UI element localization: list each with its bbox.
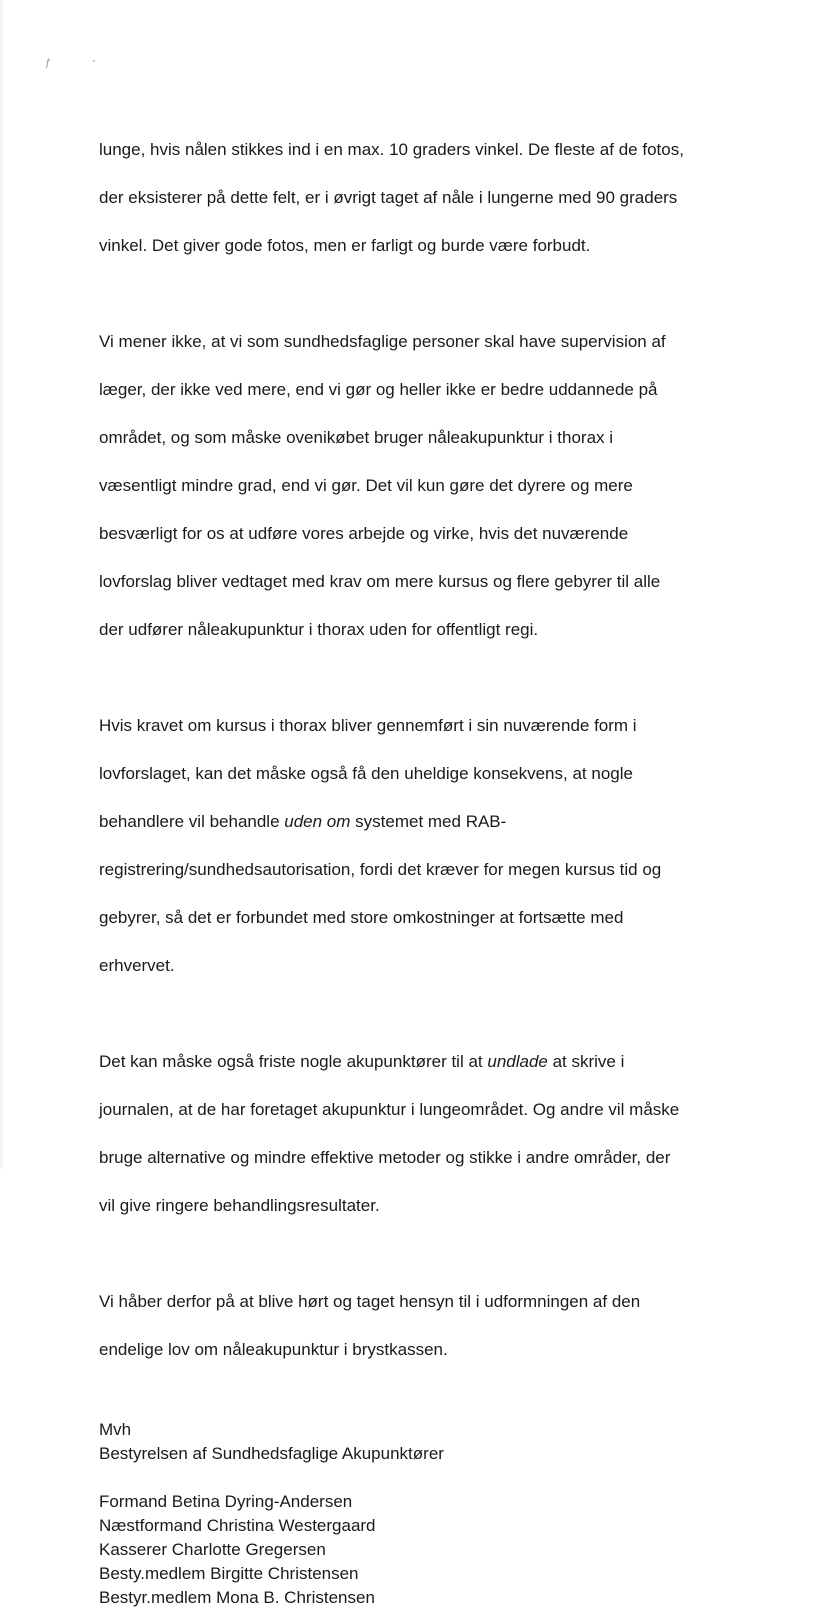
text-segment: behandlere vil behandle xyxy=(99,812,285,831)
text-line: vil give ringere behandlingsresultater. xyxy=(99,1196,380,1215)
text-segment: at skrive i xyxy=(547,1052,625,1071)
signatory-chair: Formand Betina Dyring-Andersen xyxy=(99,1492,353,1511)
text-line: vinkel. Det giver gode fotos, men er farligt og burde være forbudt. xyxy=(99,236,591,255)
text-line: der eksisterer på dette felt, er i øvrigt taget af nåle i lungerne med 90 graders xyxy=(99,188,678,207)
text-line: journalen, at de har foretaget akupunktur i lungeområdet. Og andre vil måske xyxy=(99,1100,680,1119)
text-line: læger, der ikke ved mere, end vi gør og heller ikke er bedre uddannede på xyxy=(99,380,658,399)
paragraph-journal xyxy=(99,1026,729,1242)
text-line-with-emphasis xyxy=(99,1050,729,1074)
paragraph-course-requirement xyxy=(99,690,729,1002)
text-line: bruge alternative og mindre effektive metoder og stikke i andre områder, der xyxy=(99,1148,671,1167)
scan-edge-shadow xyxy=(0,0,6,1169)
text-line: lovforslaget, kan det måske også få den uheldige konsekvens, at nogle xyxy=(99,764,633,783)
text-line: der udfører nåleakupunktur i thorax uden for offentligt regi. xyxy=(99,620,539,639)
emphasized-text: uden om xyxy=(284,812,351,831)
text-line: området, og som måske ovenikøbet bruger nåleakupunktur i thorax i xyxy=(99,428,614,447)
text-line: Vi håber derfor på at blive hørt og taget hensyn til i udformningen af den xyxy=(99,1292,641,1311)
text-line: erhvervet. xyxy=(99,956,175,975)
text-line: Vi mener ikke, at vi som sundhedsfaglige personer skal have supervision af xyxy=(99,332,666,351)
text-line: endelige lov om nåleakupunktur i brystkassen. xyxy=(99,1340,448,1359)
scan-artifact-mark: ƒ xyxy=(45,57,52,69)
text-line: gebyrer, så det er forbundet med store omkostninger at fortsætte med xyxy=(99,908,624,927)
letter-body xyxy=(99,114,729,1610)
paragraph-conclusion xyxy=(99,1266,729,1386)
paragraph-supervision xyxy=(99,306,729,666)
text-line-with-emphasis xyxy=(99,810,729,834)
closing-greeting: Mvh xyxy=(99,1420,132,1439)
signatory-vice-chair: Næstformand Christina Westergaard xyxy=(99,1516,376,1535)
text-segment: Det kan måske også friste nogle akupunktører til at xyxy=(99,1052,488,1071)
text-line: Hvis kravet om kursus i thorax bliver gennemført i sin nuværende form i xyxy=(99,716,637,735)
text-line: registrering/sundhedsautorisation, fordi det kræver for megen kursus tid og xyxy=(99,860,662,879)
scan-artifact-dash: - xyxy=(92,55,96,67)
text-line: væsentligt mindre grad, end vi gør. Det vil kun gøre det dyrere og mere xyxy=(99,476,633,495)
letter-closing xyxy=(99,1418,729,1610)
text-line: lunge, hvis nålen stikkes ind i en max. 10 graders vinkel. De fleste af de fotos, xyxy=(99,140,684,159)
closing-sender: Bestyrelsen af Sundhedsfaglige Akupunktører xyxy=(99,1444,444,1463)
signatory-treasurer: Kasserer Charlotte Gregersen xyxy=(99,1540,326,1559)
signatory-board-member: Besty.medlem Birgitte Christensen xyxy=(99,1564,359,1583)
text-line: lovforslag bliver vedtaget med krav om mere kursus og flere gebyrer til alle xyxy=(99,572,661,591)
paragraph-lung-risk xyxy=(99,114,729,282)
text-line: besværligt for os at udføre vores arbejde og virke, hvis det nuværende xyxy=(99,524,629,543)
emphasized-text: undlade xyxy=(487,1052,548,1071)
signatory-board-member: Bestyr.medlem Mona B. Christensen xyxy=(99,1588,375,1607)
text-segment: systemet med RAB- xyxy=(350,812,507,831)
